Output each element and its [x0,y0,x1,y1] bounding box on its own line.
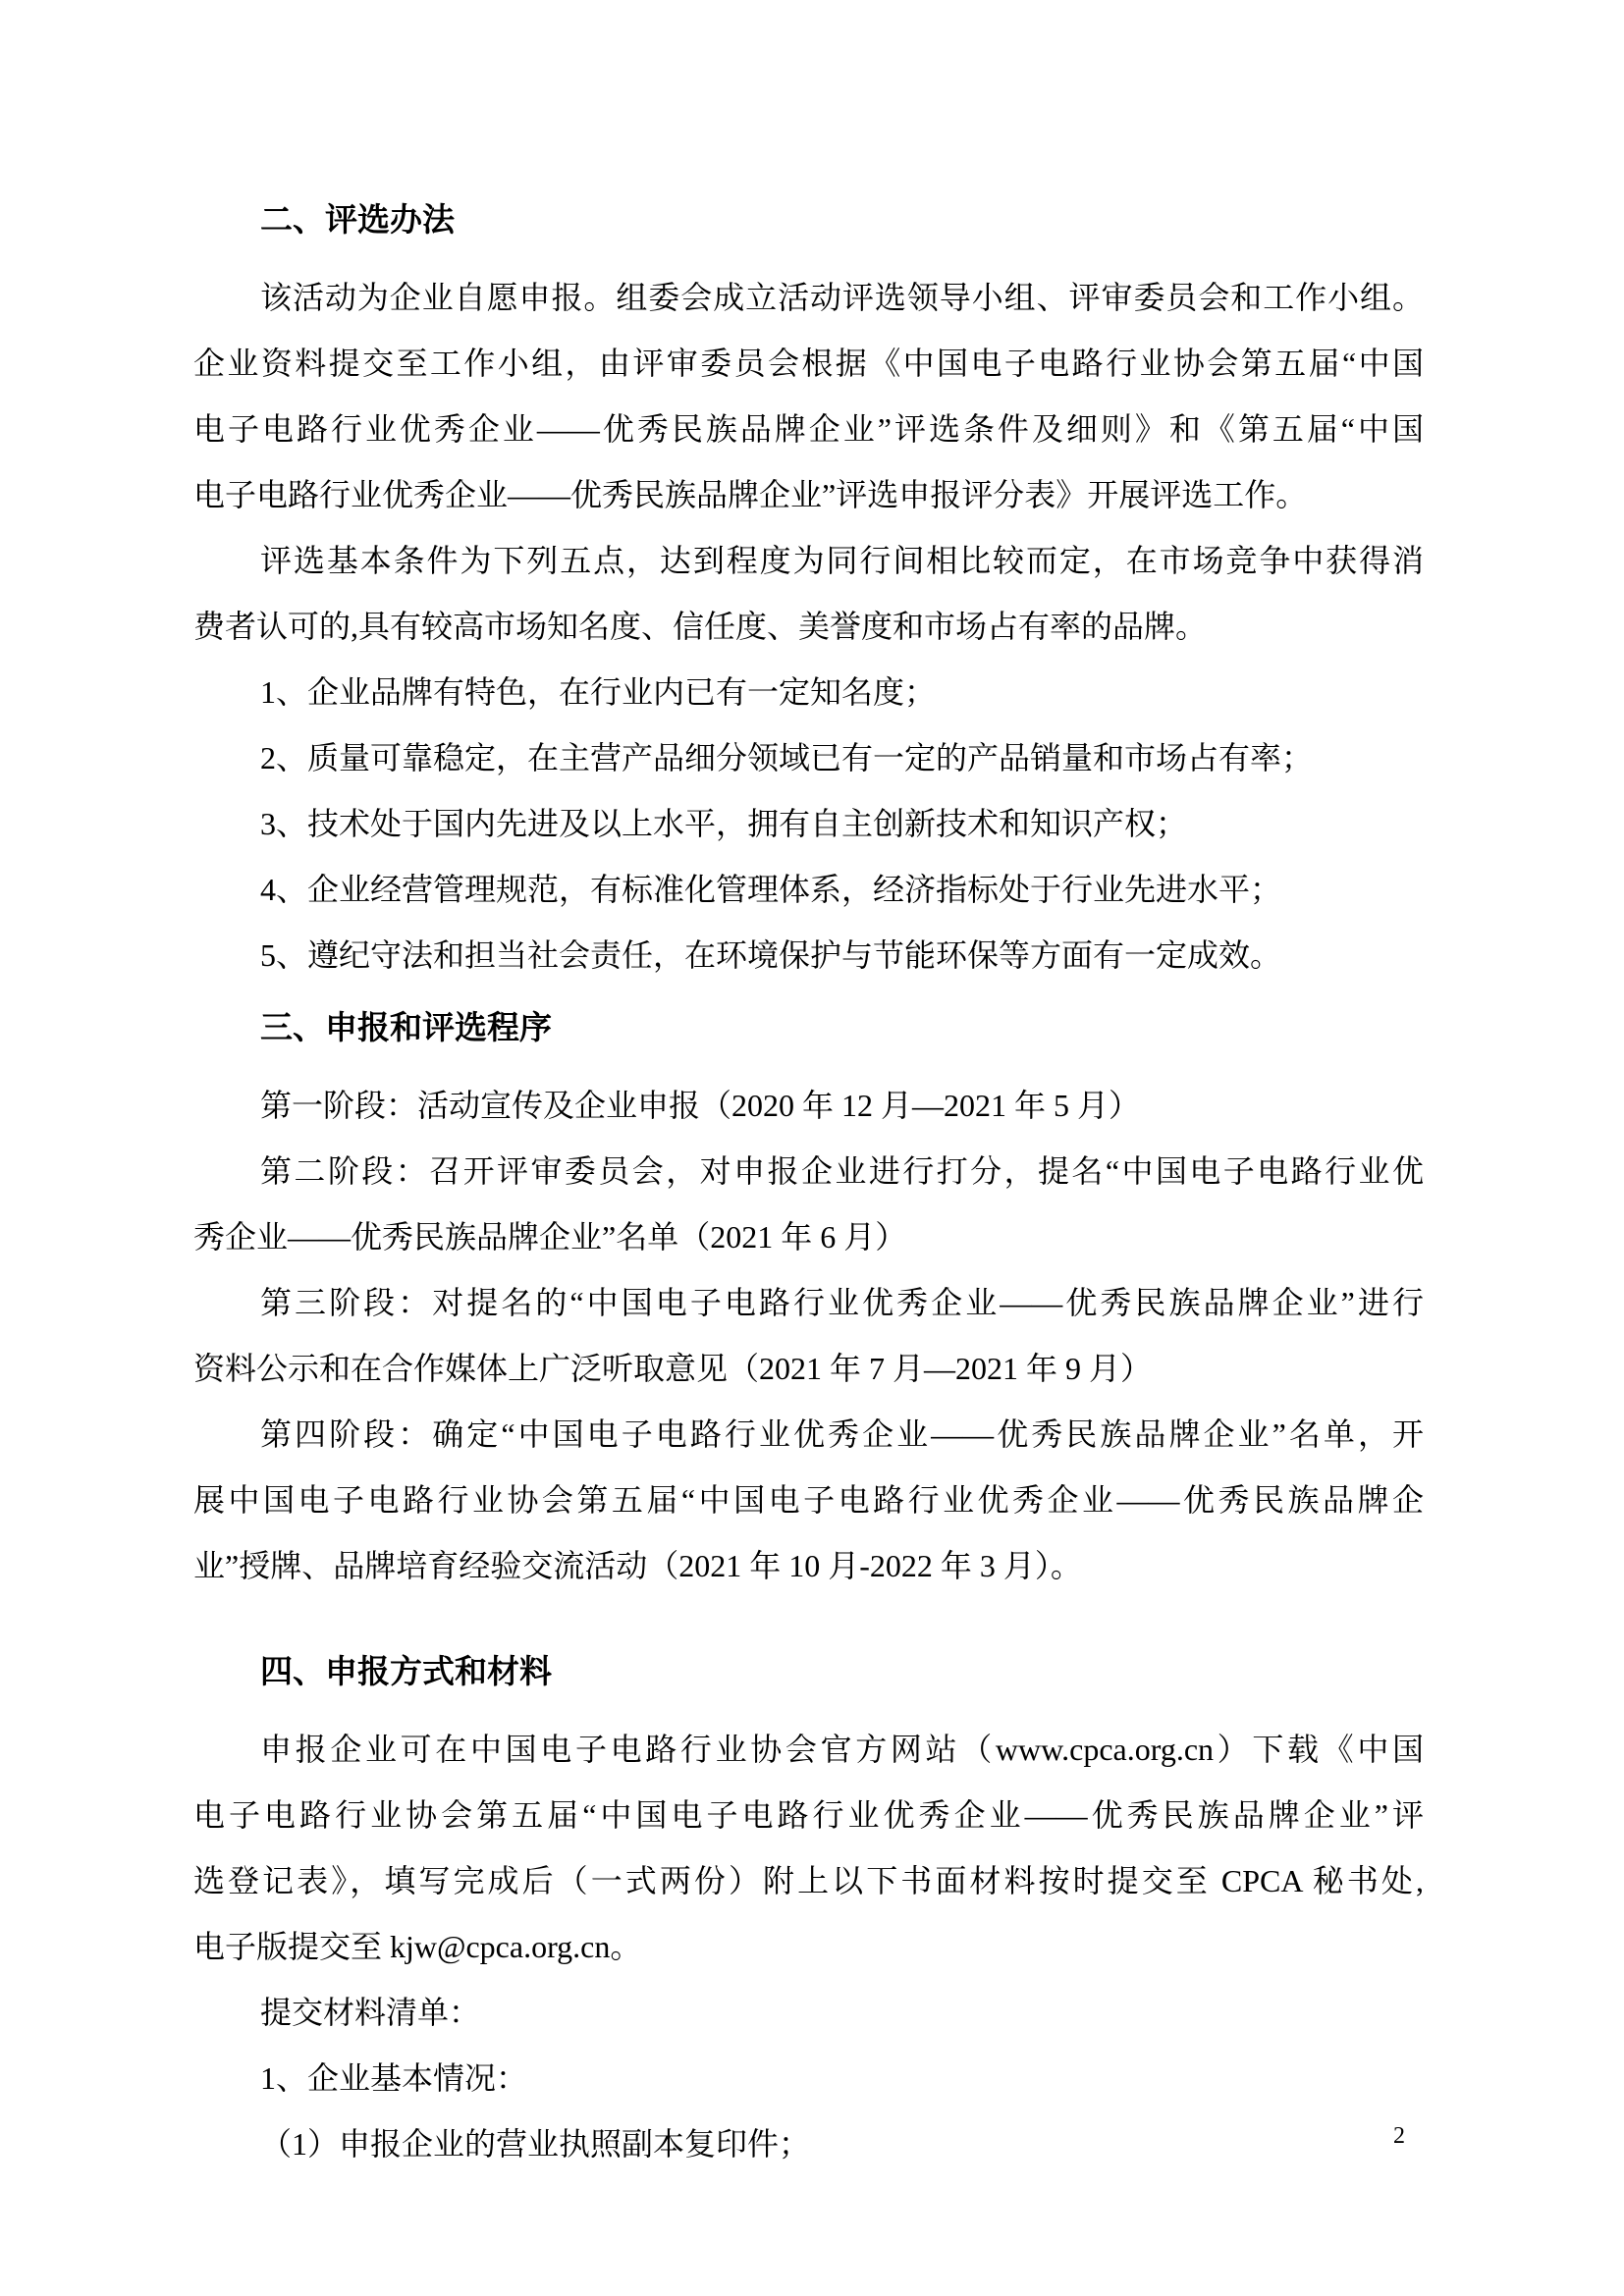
document-line: 3、技术处于国内先进及以上水平，拥有自主创新技术和知识产权； [260,806,1188,841]
document-line: 秀企业——优秀民族品牌企业”名单（2021 年 6 月） [193,1219,907,1255]
document-line: 2、质量可靠稳定，在主营产品细分领域已有一定的产品销量和市场占有率； [260,740,1314,775]
document-line: 业”授牌、品牌培育经验交流活动（2021 年 10 月-2022 年 3 月）。 [193,1548,1082,1583]
document-content [193,181,1424,2177]
section-heading: 四、申报方式和材料 [260,1653,552,1689]
document-line: 第四阶段：确定“中国电子电路行业优秀企业——优秀民族品牌企业”名单，开 [260,1416,1424,1452]
document-line: 该活动为企业自愿申报。组委会成立活动评选领导小组、评审委员会和工作小组。 [260,280,1424,315]
document-line: 电子版提交至 kjw@cpca.org.cn。 [193,1929,642,1964]
document-line: 1、企业基本情况： [260,2060,528,2096]
document-line: 电子电路行业优秀企业——优秀民族品牌企业”评选申报评分表》开展评选工作。 [193,477,1308,512]
document-line: 费者认可的,具有较高市场知名度、信任度、美誉度和市场占有率的品牌。 [193,609,1208,644]
section-heading: 三、申报和评选程序 [260,1009,552,1045]
document-line: 4、企业经营管理规范，有标准化管理体系，经济指标处于行业先进水平； [260,872,1282,907]
document-line: 第三阶段：对提名的“中国电子电路行业优秀企业——优秀民族品牌企业”进行 [260,1285,1424,1320]
document-line: 展中国电子电路行业协会第五届“中国电子电路行业优秀企业——优秀民族品牌企 [193,1482,1424,1518]
document-line: 申报企业可在中国电子电路行业协会官方网站（www.cpca.org.cn）下载《中国 [260,1732,1424,1767]
document-line: 资料公示和在合作媒体上广泛听取意见（2021 年 7 月—2021 年 9 月） [193,1351,1153,1386]
document-line: 1、企业品牌有特色，在行业内已有一定知名度； [260,674,937,710]
page-number: 2 [1393,2123,1405,2149]
document-line: 提交材料清单： [260,1995,481,2030]
document-line: 第二阶段：召开评审委员会，对申报企业进行打分，提名“中国电子电路行业优 [260,1153,1424,1189]
document-line: 电子电路行业协会第五届“中国电子电路行业优秀企业——优秀民族品牌企业”评 [193,1797,1424,1833]
document-line: 评选基本条件为下列五点，达到程度为同行间相比较而定，在市场竞争中获得消 [260,543,1424,578]
document-line: 第一阶段：活动宣传及企业申报（2020 年 12 月—2021 年 5 月） [260,1088,1141,1123]
document-line: 电子电路行业优秀企业——优秀民族品牌企业”评选条件及细则》和《第五届“中国 [193,411,1424,447]
document-line: 5、遵纪守法和担当社会责任，在环境保护与节能环保等方面有一定成效。 [260,937,1282,973]
document-line: 选登记表》，填写完成后（一式两份）附上以下书面材料按时提交至 CPCA 秘书处, [193,1863,1424,1898]
document-line: （1）申报企业的营业执照副本复印件； [260,2126,811,2162]
section-heading: 二、评选办法 [260,201,455,238]
document-line: 企业资料提交至工作小组，由评审委员会根据《中国电子电路行业协会第五届“中国 [193,346,1424,381]
